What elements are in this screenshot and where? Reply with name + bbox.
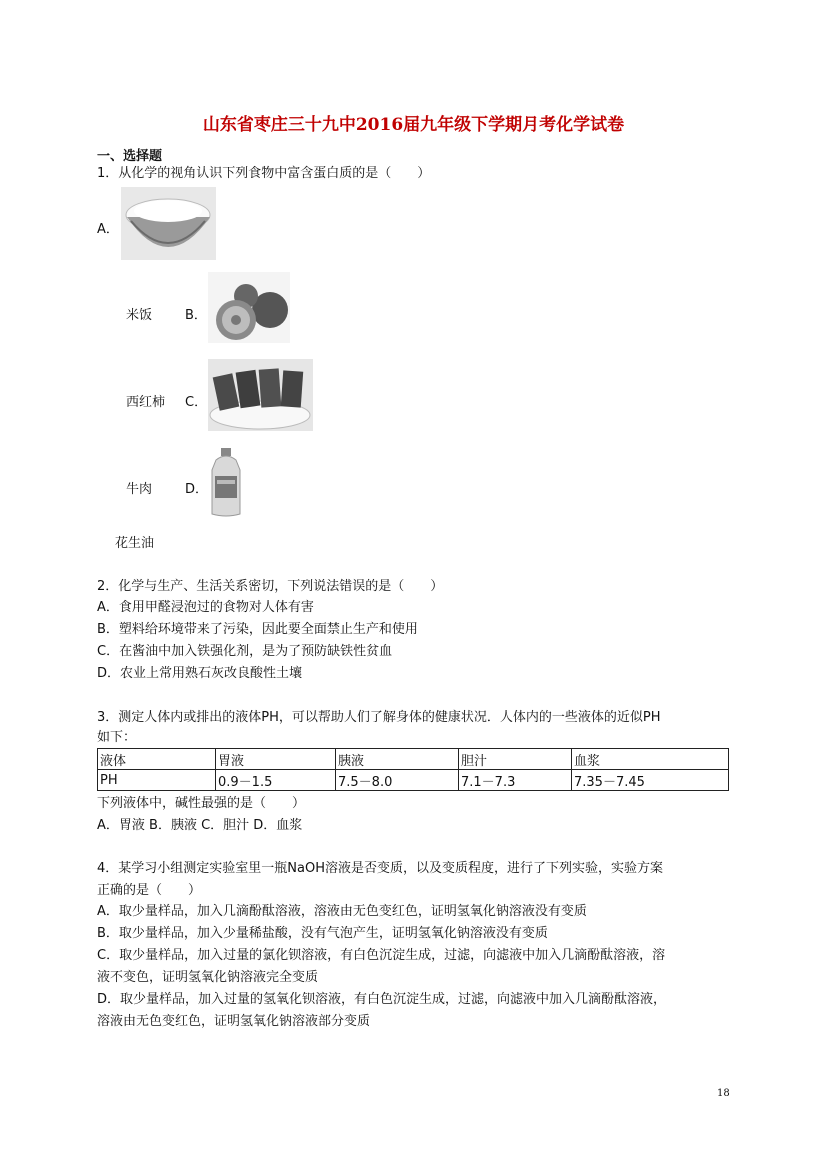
q3-options: A．胃液 B．胰液 C．胆汁 D．血浆: [97, 818, 303, 833]
section-heading: 一、选择题: [97, 149, 163, 164]
q1-option-c-caption: 牛肉: [126, 482, 153, 497]
beef-image: [208, 359, 313, 431]
q4-option-d-line1: D．取少量样品，加入过量的氢氧化钡溶液，有白色沉淀生成，过滤，向滤液中加入几滴酚酞溶液，: [97, 992, 667, 1007]
q3-question: 下列液体中，碱性最强的是（ ）: [97, 796, 306, 811]
tomato-image: [208, 272, 290, 343]
q2-stem: 2．化学与生产、生活关系密切，下列说法错误的是（ ）: [97, 579, 444, 594]
table-header-row: [98, 749, 729, 770]
q1-option-d-letter: D．: [185, 482, 209, 497]
ph-table: [97, 748, 729, 791]
q2-option-c: C．在酱油中加入铁强化剂，是为了预防缺铁性贫血: [97, 644, 393, 659]
table-cell: 7.5－8.0: [336, 770, 459, 791]
q2-option-b: B．塑料给环境带来了污染，因此要全面禁止生产和使用: [97, 622, 418, 637]
peanut-oil-bottle-image: [208, 446, 244, 519]
q3-stem-line1: 3．测定人体内或排出的液体PH，可以帮助人们了解身体的健康状况．人体内的一些液体的近似PH: [97, 710, 661, 725]
table-cell: 胃液: [216, 749, 336, 770]
q1-option-c-letter: C．: [185, 395, 208, 410]
q2-option-a: A．食用甲醛浸泡过的食物对人体有害: [97, 600, 314, 615]
q4-stem-line1: 4．某学习小组测定实验室里一瓶NaOH溶液是否变质，以及变质程度，进行了下列实验，实验方案: [97, 861, 663, 876]
table-cell: PH: [98, 770, 216, 791]
table-cell: 0.9－1.5: [216, 770, 336, 791]
table-cell: 血浆: [572, 749, 729, 770]
table-cell: 胆汁: [459, 749, 572, 770]
q4-option-b: B．取少量样品，加入少量稀盐酸，没有气泡产生，证明氢氧化钠溶液没有变质: [97, 926, 548, 941]
q1-option-d-caption: 花生油: [115, 536, 155, 551]
q3-stem-line2: 如下：: [97, 730, 137, 745]
q1-option-a-caption: 米饭: [126, 308, 153, 323]
table-row: [98, 770, 729, 791]
q1-option-a-letter: A．: [97, 222, 119, 237]
q2-option-d: D．农业上常用熟石灰改良酸性土壤: [97, 666, 303, 681]
table-cell: 液体: [98, 749, 216, 770]
page-title: 山东省枣庄三十九中2016届九年级下学期月考化学试卷: [202, 115, 625, 135]
rice-bowl-image: [121, 187, 216, 260]
q1-stem: 1．从化学的视角认识下列食物中富含蛋白质的是（ ）: [97, 166, 431, 181]
q4-stem-line2: 正确的是（ ）: [97, 883, 202, 898]
q1-option-b-caption: 西红柿: [126, 395, 166, 410]
q1-option-b-letter: B．: [185, 308, 207, 323]
page-number: 18: [717, 1088, 730, 1099]
table-cell: 7.35－7.45: [572, 770, 729, 791]
q4-option-c-line2: 液不变色，证明氢氧化钠溶液完全变质: [97, 970, 319, 985]
q4-option-c-line1: C．取少量样品，加入过量的氯化钡溶液，有白色沉淀生成，过滤，向滤液中加入几滴酚酞溶液，溶: [97, 948, 666, 963]
q4-option-d-line2: 溶液由无色变红色，证明氢氧化钠溶液部分变质: [97, 1014, 371, 1029]
table-cell: 胰液: [336, 749, 459, 770]
q4-option-a: A．取少量样品，加入几滴酚酞溶液，溶液由无色变红色，证明氢氧化钠溶液没有变质: [97, 904, 587, 919]
table-cell: 7.1－7.3: [459, 770, 572, 791]
